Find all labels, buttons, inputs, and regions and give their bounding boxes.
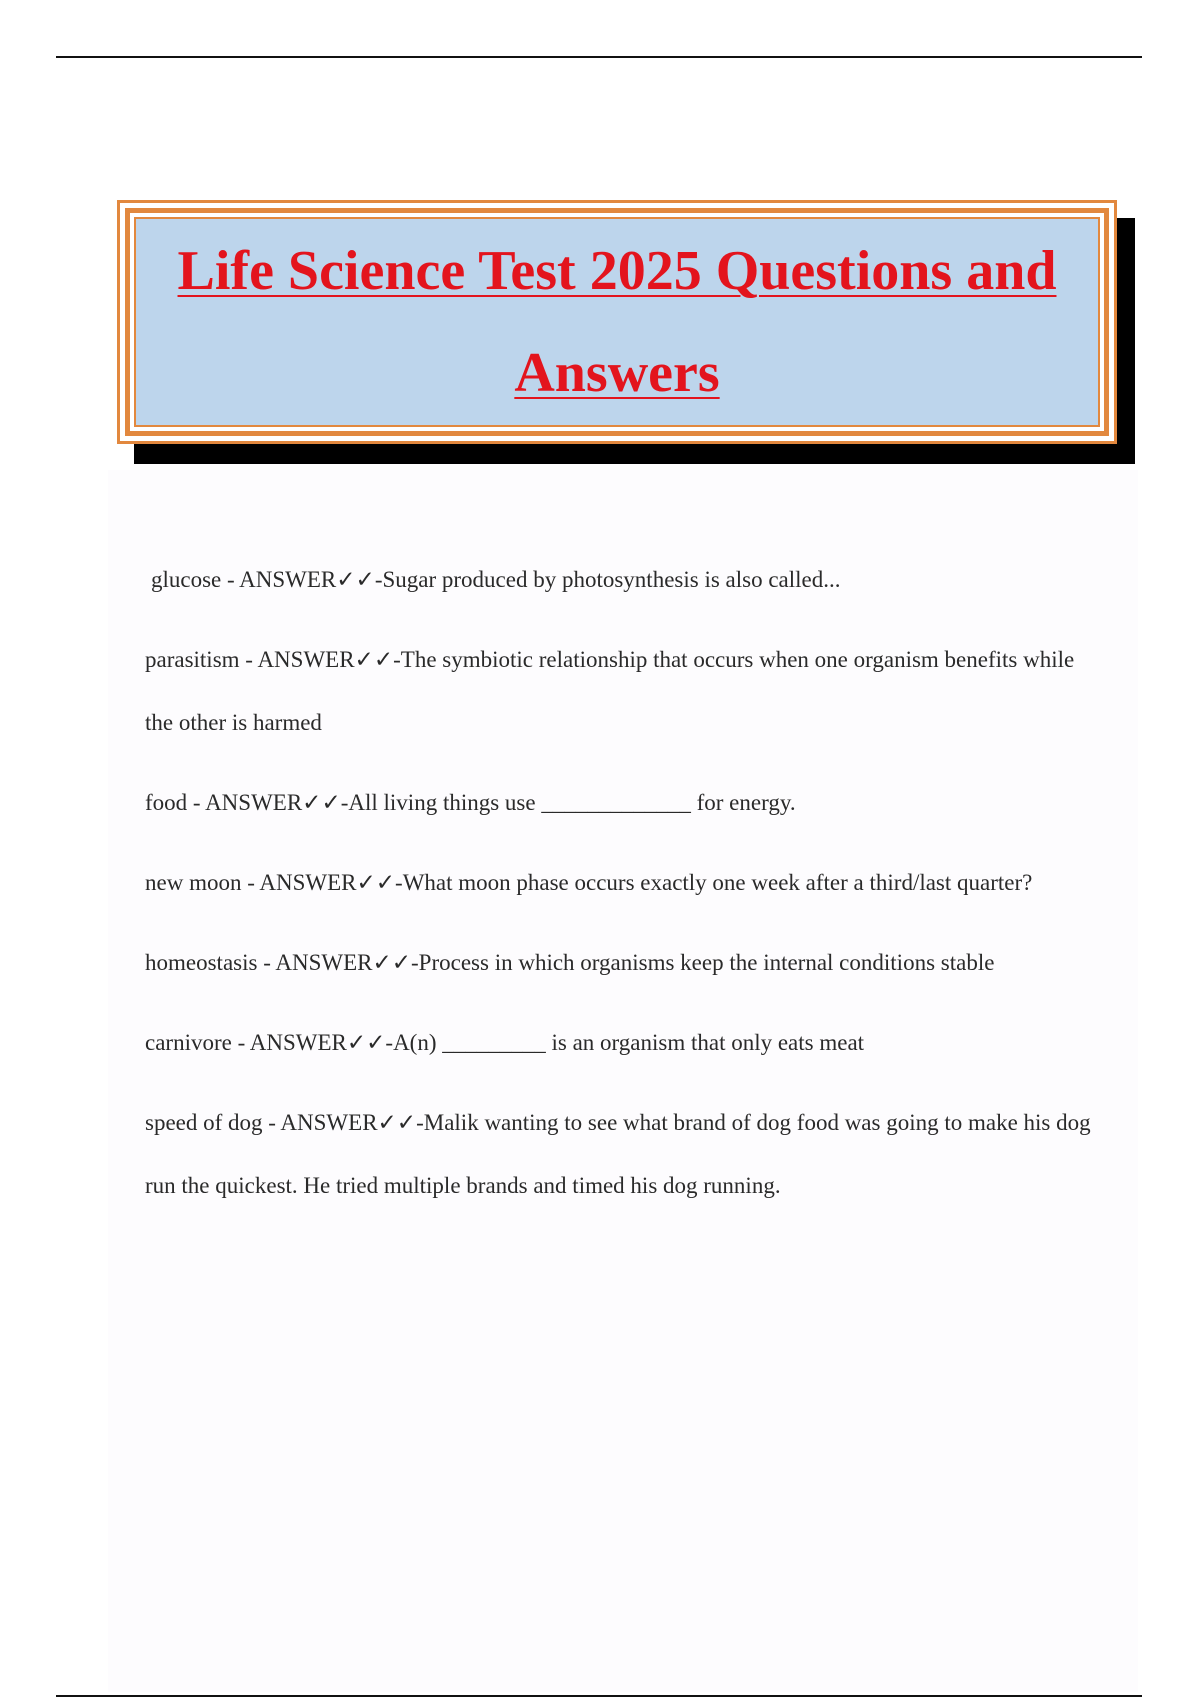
qa-definition: All living things use _____________ for energy. xyxy=(348,790,796,815)
qa-answer-marker: ANSWER✓✓ xyxy=(275,950,411,975)
qa-answer-marker: ANSWER✓✓ xyxy=(249,1030,386,1055)
qa-answer-marker: ANSWER✓✓ xyxy=(257,647,394,672)
qa-definition: What moon phase occurs exactly one week after a third/last quarter? xyxy=(402,870,1033,895)
qa-term: parasitism xyxy=(145,647,240,672)
qa-item: parasitism - ANSWER✓✓-The symbiotic relationship that occurs when one organism benefits while the other is harmed xyxy=(145,647,1075,735)
qa-answer-marker: ANSWER✓✓ xyxy=(280,1110,417,1135)
qa-term: homeostasis xyxy=(145,950,258,975)
qa-definition: Sugar produced by photosynthesis is also called... xyxy=(382,567,841,592)
qa-answer-marker: ANSWER✓✓ xyxy=(205,790,341,815)
qa-item: carnivore - ANSWER✓✓-A(n) _________ is an organism that only eats meat xyxy=(145,1030,865,1055)
footer-rule xyxy=(56,1695,1142,1697)
qa-item: homeostasis - ANSWER✓✓-Process in which organisms keep the internal conditions stable xyxy=(145,950,995,975)
qa-definition: Malik wanting to see what brand of dog food was going to make his dog run the quickest. He tried multiple brands and timed his dog running. xyxy=(145,1110,1091,1198)
header-rule xyxy=(56,56,1142,58)
qa-answer-marker: ANSWER✓✓ xyxy=(239,567,375,592)
qa-term: speed of dog xyxy=(145,1110,263,1135)
qa-list xyxy=(145,548,1105,1234)
qa-term: glucose xyxy=(151,567,222,592)
title-box-inner-border xyxy=(125,208,1109,436)
qa-definition: The symbiotic relationship that occurs when one organism benefits while the other is harmed xyxy=(145,647,1075,735)
document-title: Life Science Test 2025 Questions and Answers xyxy=(177,240,1057,404)
title-box-panel xyxy=(134,217,1100,427)
qa-term: new moon xyxy=(145,870,242,895)
qa-item: glucose - ANSWER✓✓-Sugar produced by photosynthesis is also called... xyxy=(151,567,841,592)
qa-answer-marker: ANSWER✓✓ xyxy=(259,870,396,895)
qa-definition: Process in which organisms keep the internal conditions stable xyxy=(418,950,995,975)
qa-item: food - ANSWER✓✓-All living things use _____________ for energy. xyxy=(145,790,796,815)
qa-definition: A(n) _________ is an organism that only eats meat xyxy=(393,1030,865,1055)
qa-item: new moon - ANSWER✓✓-What moon phase occurs exactly one week after a third/last quarter? xyxy=(145,870,1033,895)
qa-item: speed of dog - ANSWER✓✓-Malik wanting to see what brand of dog food was going to make his dog run the quickest. He tried multiple brands and timed his dog running. xyxy=(145,1110,1091,1198)
title-box xyxy=(117,200,1117,444)
qa-term: carnivore xyxy=(145,1030,232,1055)
qa-term: food xyxy=(145,790,188,815)
